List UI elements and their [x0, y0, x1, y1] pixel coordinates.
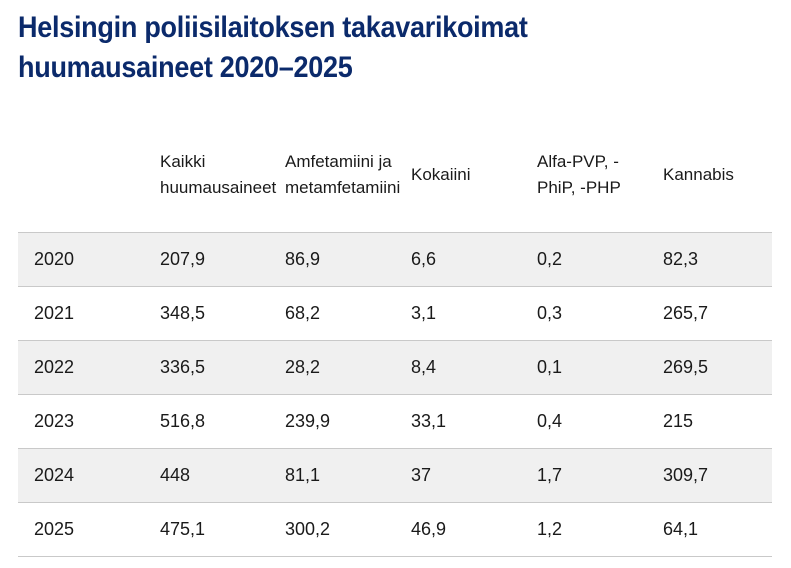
cocaine-cell: 46,9: [411, 519, 447, 539]
alfa-pvp-cell: 1,7: [537, 465, 563, 485]
cannabis-cell: 64,1: [663, 519, 699, 539]
all-drugs-cell: 336,5: [160, 357, 206, 377]
table-header-row: [18, 118, 772, 232]
alfa-pvp-cell: 0,1: [537, 357, 563, 377]
year-cell: 2025: [34, 519, 75, 539]
column-header-cannabis: Kannabis: [663, 165, 734, 184]
year-cell: 2020: [34, 249, 75, 269]
all-drugs-cell: 475,1: [160, 519, 206, 539]
cocaine-cell: 37: [411, 465, 432, 485]
table-row: [18, 394, 772, 448]
year-cell: 2021: [34, 303, 75, 323]
column-header-all-drugs: Kaikki huumausaineet: [160, 152, 277, 197]
amphetamine-cell: 81,1: [285, 465, 321, 485]
column-header-cocaine: Kokaiini: [411, 165, 471, 184]
table-title: Helsingin poliisilaitoksen takavarikoimat huumausaineet 2020–2025: [18, 11, 528, 84]
table-row: [18, 232, 772, 286]
amphetamine-cell: 86,9: [285, 249, 321, 269]
cannabis-cell: 265,7: [663, 303, 709, 323]
cannabis-cell: 82,3: [663, 249, 699, 269]
amphetamine-cell: 239,9: [285, 411, 331, 431]
cocaine-cell: 8,4: [411, 357, 437, 377]
alfa-pvp-cell: 0,2: [537, 249, 563, 269]
column-header-alfa-pvp: Alfa-PVP, -PhiP, -PHP: [537, 152, 621, 197]
alfa-pvp-cell: 1,2: [537, 519, 563, 539]
all-drugs-cell: 348,5: [160, 303, 206, 323]
year-cell: 2024: [34, 465, 75, 485]
amphetamine-cell: 28,2: [285, 357, 321, 377]
table-row: [18, 286, 772, 340]
year-cell: 2022: [34, 357, 75, 377]
table-row: [18, 340, 772, 394]
cocaine-cell: 6,6: [411, 249, 437, 269]
alfa-pvp-cell: 0,4: [537, 411, 563, 431]
cannabis-cell: 269,5: [663, 357, 709, 377]
cocaine-cell: 33,1: [411, 411, 447, 431]
table-row: [18, 502, 772, 557]
column-header-amphetamine: Amfetamiini ja metamfetamiini: [285, 152, 401, 197]
table-row: [18, 448, 772, 502]
amphetamine-cell: 300,2: [285, 519, 331, 539]
year-cell: 2023: [34, 411, 75, 431]
cannabis-cell: 309,7: [663, 465, 709, 485]
alfa-pvp-cell: 0,3: [537, 303, 563, 323]
amphetamine-cell: 68,2: [285, 303, 321, 323]
cocaine-cell: 3,1: [411, 303, 437, 323]
cannabis-cell: 215: [663, 411, 694, 431]
all-drugs-cell: 448: [160, 465, 191, 485]
all-drugs-cell: 207,9: [160, 249, 206, 269]
seizure-table: [18, 118, 772, 557]
all-drugs-cell: 516,8: [160, 411, 206, 431]
